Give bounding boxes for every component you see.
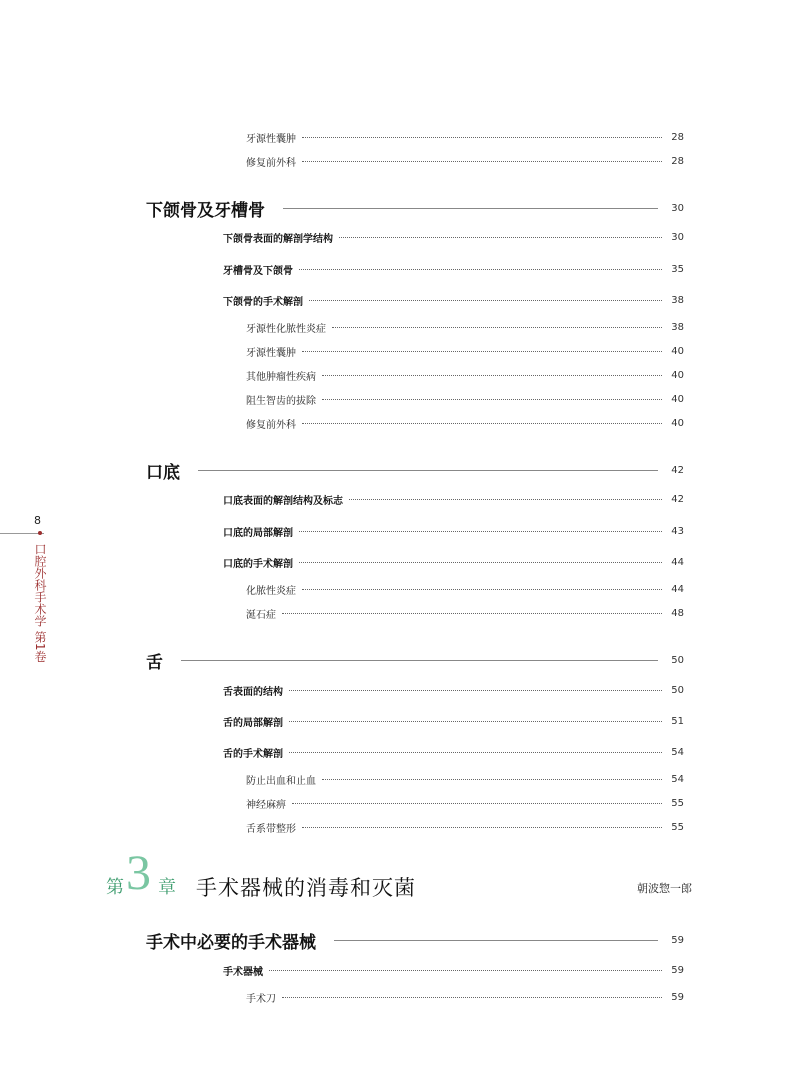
toc-page-number: 40 [671, 345, 684, 357]
toc-page-number: 48 [671, 607, 684, 619]
toc-entry-title: 手术中必要的手术器械 [146, 932, 316, 953]
toc-entry-title: 涎石症 [246, 609, 276, 621]
toc-leader-dots [289, 690, 662, 691]
toc-sub-entry[interactable] [223, 489, 684, 509]
toc-page-number: 28 [671, 131, 684, 143]
toc-entry-title: 阻生智齿的拔除 [246, 395, 316, 407]
toc-page-number: 30 [671, 202, 684, 214]
toc-entry-title: 牙源性化脓性炎症 [246, 323, 326, 335]
toc-page-number: 55 [671, 821, 684, 833]
toc-leader-rule [334, 940, 658, 941]
toc-sub-entry[interactable] [223, 521, 684, 541]
toc-item-entry[interactable] [246, 413, 684, 433]
toc-entry-title: 其他肿瘤性疾病 [246, 371, 316, 383]
toc-item-entry[interactable] [246, 317, 684, 337]
toc-item-entry[interactable] [246, 987, 684, 1007]
toc-page-number: 59 [671, 991, 684, 1003]
toc-leader-dots [282, 613, 662, 614]
toc-leader-dots [309, 300, 662, 301]
toc-leader-rule [181, 660, 658, 661]
toc-entry-title: 舌表面的结构 [223, 686, 283, 698]
chapter-suffix: 章 [158, 877, 176, 898]
toc-entry-title: 下颌骨及牙槽骨 [146, 200, 265, 221]
toc-page-number: 59 [671, 934, 684, 946]
toc-page-number: 38 [671, 294, 684, 306]
margin-book-title: 口腔外科手术学 第1卷 [33, 543, 47, 663]
toc-item-entry[interactable] [246, 389, 684, 409]
toc-sub-entry[interactable] [223, 552, 684, 572]
toc-leader-dots [302, 589, 662, 590]
toc-item-entry[interactable] [246, 793, 684, 813]
toc-entry-title: 手术刀 [246, 993, 276, 1005]
toc-entry-title: 下颌骨的手术解剖 [223, 296, 303, 308]
toc-section-entry[interactable] [146, 650, 684, 673]
toc-page-number: 44 [671, 556, 684, 568]
toc-entry-title: 牙槽骨及下颌骨 [223, 265, 293, 277]
toc-leader-rule [283, 208, 658, 209]
toc-sub-entry[interactable] [223, 227, 684, 247]
toc-entry-title: 舌的手术解剖 [223, 748, 283, 760]
toc-entry-title: 舌系带整形 [246, 823, 296, 835]
toc-leader-dots [332, 327, 662, 328]
toc-entry-title: 修复前外科 [246, 157, 296, 169]
toc-leader-dots [339, 237, 662, 238]
toc-page-number: 40 [671, 369, 684, 381]
toc-sub-entry[interactable] [223, 711, 684, 731]
toc-leader-dots [322, 375, 662, 376]
toc-sub-entry[interactable] [223, 290, 684, 310]
toc-leader-dots [292, 803, 662, 804]
toc-entry-title: 口底的局部解剖 [223, 527, 293, 539]
toc-leader-dots [289, 752, 662, 753]
toc-page-number: 55 [671, 797, 684, 809]
toc-sub-entry[interactable] [223, 259, 684, 279]
toc-leader-dots [299, 269, 662, 270]
toc-entry-title: 牙源性囊肿 [246, 133, 296, 145]
toc-entry-title: 化脓性炎症 [246, 585, 296, 597]
toc-sub-entry[interactable] [223, 742, 684, 762]
toc-item-entry[interactable] [246, 769, 684, 789]
toc-leader-dots [299, 531, 662, 532]
chapter-number: 3 [126, 844, 151, 900]
toc-entry-title: 舌 [146, 652, 163, 673]
toc-entry-title: 修复前外科 [246, 419, 296, 431]
toc-entry-title: 牙源性囊肿 [246, 347, 296, 359]
toc-item-entry[interactable] [246, 603, 684, 623]
toc-entry-title: 口底表面的解剖结构及标志 [223, 495, 343, 507]
toc-page-number: 43 [671, 525, 684, 537]
toc-item-entry[interactable] [246, 817, 684, 837]
toc-entry-title: 防止出血和止血 [246, 775, 316, 787]
toc-leader-dots [322, 399, 662, 400]
toc-page-number: 42 [671, 464, 684, 476]
toc-sub-entry[interactable] [223, 960, 684, 980]
toc-entry-title: 口底 [146, 462, 180, 483]
toc-entry-title: 下颌骨表面的解剖学结构 [223, 233, 333, 245]
toc-page-number: 51 [671, 715, 684, 727]
toc-leader-dots [302, 423, 662, 424]
toc-page-number: 44 [671, 583, 684, 595]
toc-item-entry[interactable] [246, 341, 684, 361]
toc-item-entry[interactable] [246, 127, 684, 147]
toc-section-entry[interactable] [146, 198, 684, 221]
margin-dot [38, 531, 42, 535]
toc-entry-title: 神经麻痹 [246, 799, 286, 811]
toc-leader-dots [322, 779, 662, 780]
toc-section-entry[interactable] [146, 460, 684, 483]
toc-page-number: 30 [671, 231, 684, 243]
chapter-author: 朝波惣一郎 [637, 882, 692, 895]
toc-leader-dots [302, 827, 662, 828]
chapter-prefix: 第 [106, 877, 124, 898]
toc-section-entry[interactable] [146, 930, 684, 953]
toc-item-entry[interactable] [246, 579, 684, 599]
toc-leader-rule [198, 470, 658, 471]
toc-entry-title: 口底的手术解剖 [223, 558, 293, 570]
toc-page-number: 50 [671, 684, 684, 696]
toc-leader-dots [299, 562, 662, 563]
toc-leader-dots [349, 499, 662, 500]
toc-page-number: 59 [671, 964, 684, 976]
margin-page-number: 8 [34, 514, 41, 527]
toc-page-number: 28 [671, 155, 684, 167]
toc-page-number: 54 [671, 773, 684, 785]
toc-leader-dots [289, 721, 662, 722]
toc-entry-title: 手术器械 [223, 966, 263, 978]
chapter-heading [106, 846, 696, 906]
toc-page-number: 54 [671, 746, 684, 758]
toc-page-number: 38 [671, 321, 684, 333]
toc-leader-dots [302, 161, 662, 162]
toc-page-number: 35 [671, 263, 684, 275]
toc-page-number: 42 [671, 493, 684, 505]
toc-leader-dots [302, 351, 662, 352]
toc-page-number: 40 [671, 393, 684, 405]
toc-entry-title: 舌的局部解剖 [223, 717, 283, 729]
toc-page-number: 50 [671, 654, 684, 666]
toc-item-entry[interactable] [246, 151, 684, 171]
toc-page-number: 40 [671, 417, 684, 429]
chapter-title: 手术器械的消毒和灭菌 [196, 876, 416, 900]
toc-sub-entry[interactable] [223, 680, 684, 700]
toc-item-entry[interactable] [246, 365, 684, 385]
toc-leader-dots [282, 997, 662, 998]
toc-leader-dots [302, 137, 662, 138]
toc-leader-dots [269, 970, 662, 971]
